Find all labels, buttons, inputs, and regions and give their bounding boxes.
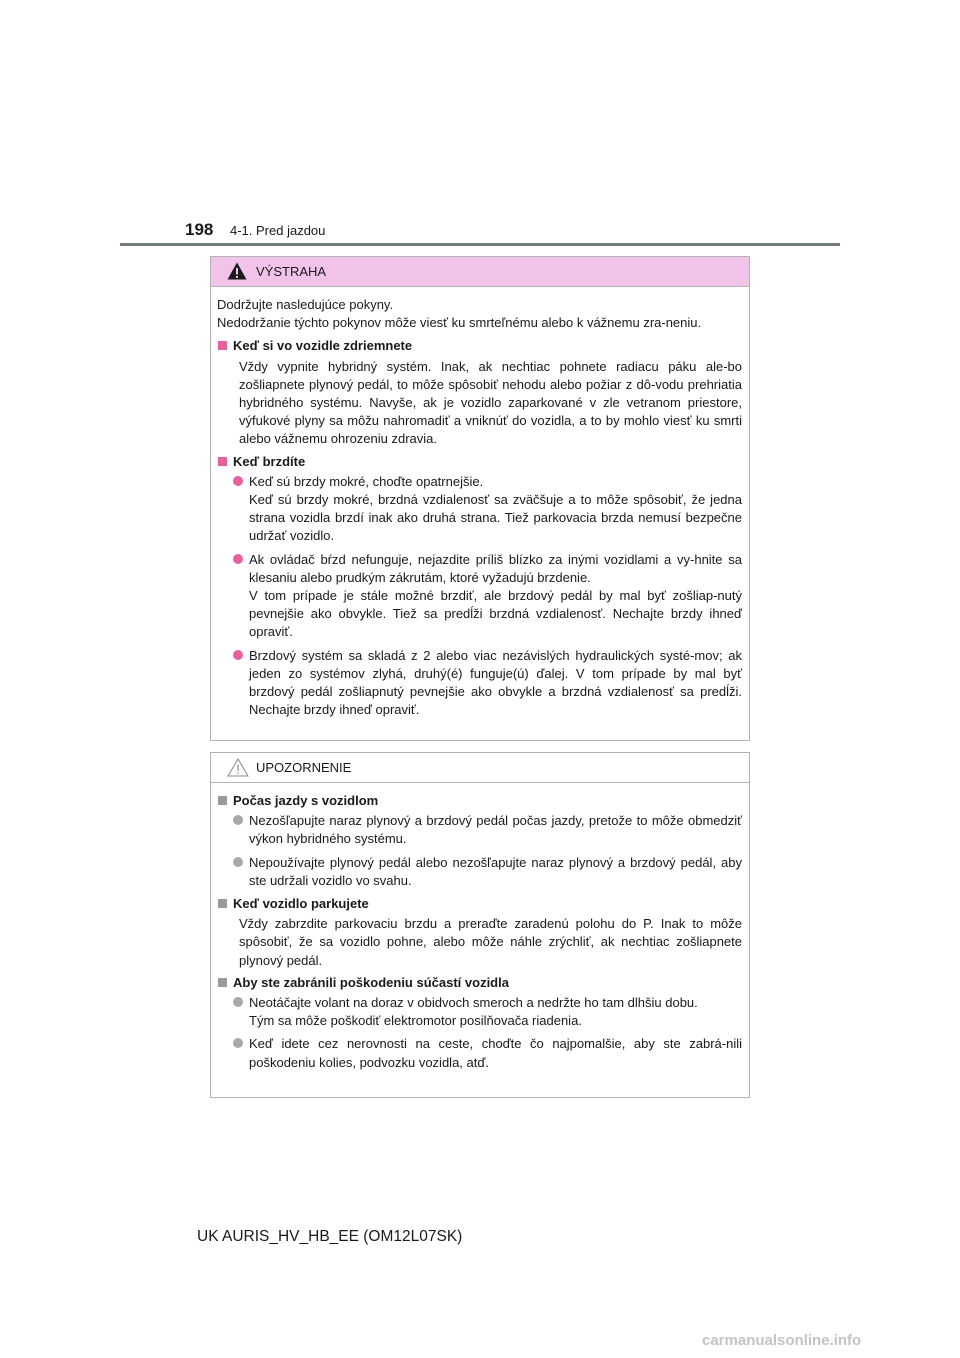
bullet-text: Nepoužívajte plynový pedál alebo nezošľapujte naraz plynový a brzdový pedál, aby ste udržali vozidlo vo svahu. [249, 854, 742, 888]
section-title-text: Keď vozidlo parkujete [233, 896, 369, 912]
section-square-icon [218, 899, 227, 908]
bullet-text: Nezošľapujte naraz plynový a brzdový pedál počas jazdy, pretože to môže obmedziť výkon hybridného systému. [249, 813, 742, 847]
section-square-icon [218, 341, 227, 350]
warning-triangle-outline-icon [227, 758, 249, 777]
bullet-dot-icon [233, 1038, 243, 1048]
bullet-dot-icon [233, 997, 243, 1007]
bullet-dot-icon [233, 476, 243, 486]
warning-intro-line2: Nedodržanie týchto pokynov môže viesť ku smrteľnému alebo k vážnemu zra-neniu. [217, 315, 702, 331]
bullet-dot-icon [233, 815, 243, 825]
bullet-dot-icon [233, 554, 243, 564]
footer-document-code: UK AURIS_HV_HB_EE (OM12L07SK) [197, 1228, 463, 1245]
bullet-text: Keď idete cez nerovnosti na ceste, choďte čo najpomalšie, aby ste zabrá-nili poškodeniu kolies, podvozku vozidla, atď. [249, 1036, 742, 1070]
bullet-text-continued: Tým sa môže poškodiť elektromotor posilňovača riadenia. [249, 1013, 582, 1029]
warning-section-braking [217, 453, 742, 720]
notice-box [210, 752, 750, 1098]
bullet-text: Ak ovládač bŕzd nefunguje, nejazdite príliš blízko za inými vozidlami a vy-hnite sa klesaniu alebo prudkým zákrutám, ktoré vyžadujú brzdenie. [249, 551, 742, 585]
bullet-text: Keď sú brzdy mokré, choďte opatrnejšie. [249, 473, 484, 489]
list-item [217, 473, 742, 546]
page-number: 198 [185, 220, 214, 239]
section-square-icon [218, 457, 227, 466]
warning-triangle-filled-icon [227, 262, 247, 280]
section-title-text: Keď si vo vozidle zdriemnete [233, 338, 413, 354]
warning-label: VÝSTRAHA [256, 264, 327, 279]
notice-label: UPOZORNENIE [256, 760, 352, 775]
list-item [217, 1035, 742, 1071]
section-text: Vždy zabrzdite parkovaciu brzdu a preraďte zaradenú polohu do P. Inak to môže spôsobiť, že sa vozidlo pohne, alebo môže náhle zrýchliť, ak nechtiac zošliapnete plynový pedál. [239, 916, 742, 968]
list-item [217, 647, 742, 720]
bullet-text-continued: Keď sú brzdy mokré, brzdná vzdialenosť sa zväčšuje a to môže spôsobiť, že jedna strana vozidla brzdí inak ako druhá strana. Tiež parkovacia brzda nemusí bezpečne udržať vozidlo. [249, 492, 742, 544]
bullet-dot-icon [233, 857, 243, 867]
section-title: 4-1. Pred jazdou [230, 223, 326, 238]
list-item [217, 994, 742, 1030]
section-title-text: Keď brzdíte [233, 453, 306, 469]
notice-section-parking [217, 895, 742, 970]
warning-section-nap [217, 337, 742, 448]
list-item [217, 812, 742, 848]
notice-header [211, 753, 749, 783]
list-item [217, 551, 742, 642]
list-item [217, 854, 742, 890]
notice-section-damage [217, 974, 742, 1072]
section-square-icon [218, 978, 227, 987]
section-title-text: Počas jazdy s vozidlom [233, 793, 379, 808]
warning-header [211, 257, 749, 287]
section-title-text: Aby ste zabránili poškodeniu súčastí vozidla [233, 974, 509, 990]
bullet-dot-icon [233, 650, 243, 660]
watermark: carmanualsonline.info [702, 1332, 862, 1349]
section-square-icon [218, 796, 227, 805]
notice-section-driving [217, 792, 742, 890]
header-rule [120, 243, 840, 246]
bullet-text-continued: V tom prípade je stále možné brzdiť, ale brzdový pedál by mal byť zošliap-nutý pevnejšie ako obvykle. Tiež sa predĺži brzdná vzdialenosť. Nechajte brzdy ihneď opraviť. [249, 588, 742, 640]
section-text: Vždy vypnite hybridný systém. Inak, ak nechtiac pohnete radiacu páku ale-bo zošliapnete plynový pedál, to môže spôsobiť nehodu alebo požiar z dô-vodu prehriatia hybridného systému. Navyše, ak je vozidlo zaparkované v zle vetranom priestore, výfukové plyny sa môžu nahromadiť a vniknúť do vozidla, a to by mohlo viesť ku smrti alebo vážnemu ohrozeniu zdravia. [239, 358, 742, 447]
warning-box [210, 256, 750, 741]
bullet-text: Neotáčajte volant na doraz v obidvoch smeroch a nedržte ho tam dlhšiu dobu. [249, 995, 698, 1011]
warning-intro-line1: Dodržujte nasledujúce pokyny. [217, 297, 394, 312]
bullet-text: Brzdový systém sa skladá z 2 alebo viac nezávislých hydraulických systé-mov; ak jeden zo systémov zlyhá, druhý(é) funguje(ú) ďalej. V tom prípade by mal byť brzdový pedál zošliapnutý pevnejšie ako obvykle a brzdná vzdialenosť sa predĺži. Nechajte brzdy ihneď opraviť. [249, 647, 742, 718]
